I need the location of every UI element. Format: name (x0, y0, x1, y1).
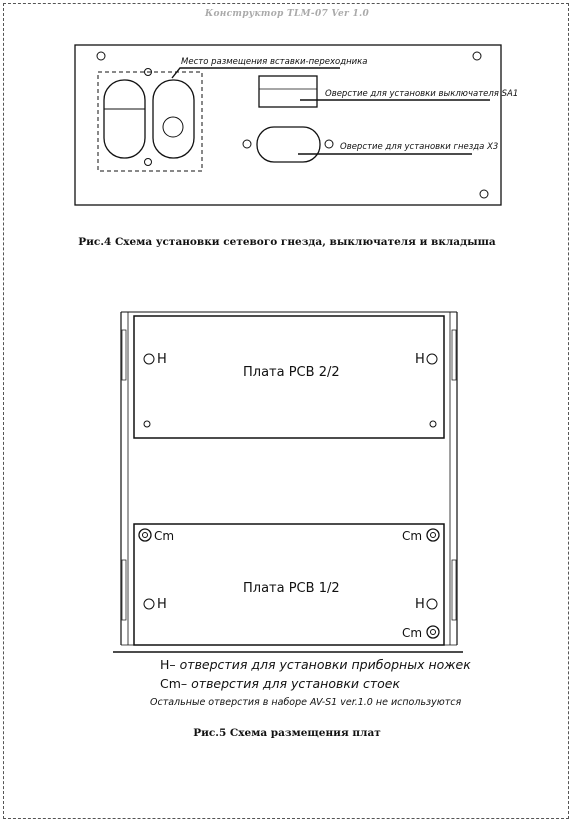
board1-st-mark-br: Cm (402, 626, 423, 640)
board1-label: Плата PCB 1/2 (243, 581, 340, 596)
legend-st-text: отверстия для установки стоек (191, 676, 401, 691)
socket-mount-hole-left (243, 140, 251, 148)
board2-h-mark-right: H (415, 352, 425, 367)
corner-hole (480, 190, 488, 198)
figure-4-diagram (0, 0, 574, 240)
corner-hole (97, 52, 105, 60)
legend-h-prefix: H– (160, 657, 176, 672)
insert-oblong-left (104, 80, 145, 158)
board2-h-mark-left: H (157, 352, 167, 367)
switch-label: Оверстие для установки выключателя SA1 (325, 89, 519, 99)
corner-hole (473, 52, 481, 60)
board1-h-mark-right: H (415, 597, 425, 612)
switch-hole (259, 76, 317, 107)
legend-st-prefix: Cm– (160, 676, 188, 691)
legend-note: Остальные отверстия в наборе AV-S1 ver.1.0 не используются (150, 697, 462, 708)
legend-st (160, 676, 400, 691)
insert-round-hole (163, 117, 183, 137)
insert-oblong-right (153, 80, 194, 158)
board1-h-mark-left: H (157, 597, 167, 612)
legend-h (160, 657, 471, 672)
figure-5-caption: Рис.5 Схема размещения плат (193, 727, 381, 739)
board2-label: Плата PCB 2/2 (243, 365, 340, 380)
insert-region (98, 72, 202, 171)
page-header: Конструктор TLM-07 Ver 1.0 (204, 9, 370, 19)
insert-label: Место размещения вставки-переходника (181, 57, 368, 67)
board1-st-mark-tr: Cm (402, 529, 423, 543)
socket-label: Оверстие для установки гнезда X3 (340, 142, 499, 152)
panel-outline (75, 45, 501, 205)
socket-mount-hole-right (325, 140, 333, 148)
legend-h-text: отверстия для установки приборных ножек (179, 657, 471, 672)
figure-4-caption: Рис.4 Схема установки сетевого гнезда, выключателя и вкладыша (78, 236, 496, 248)
insert-hole-bottom (145, 159, 152, 166)
board1-st-mark-tl: Cm (154, 529, 175, 543)
socket-hole (257, 127, 320, 162)
